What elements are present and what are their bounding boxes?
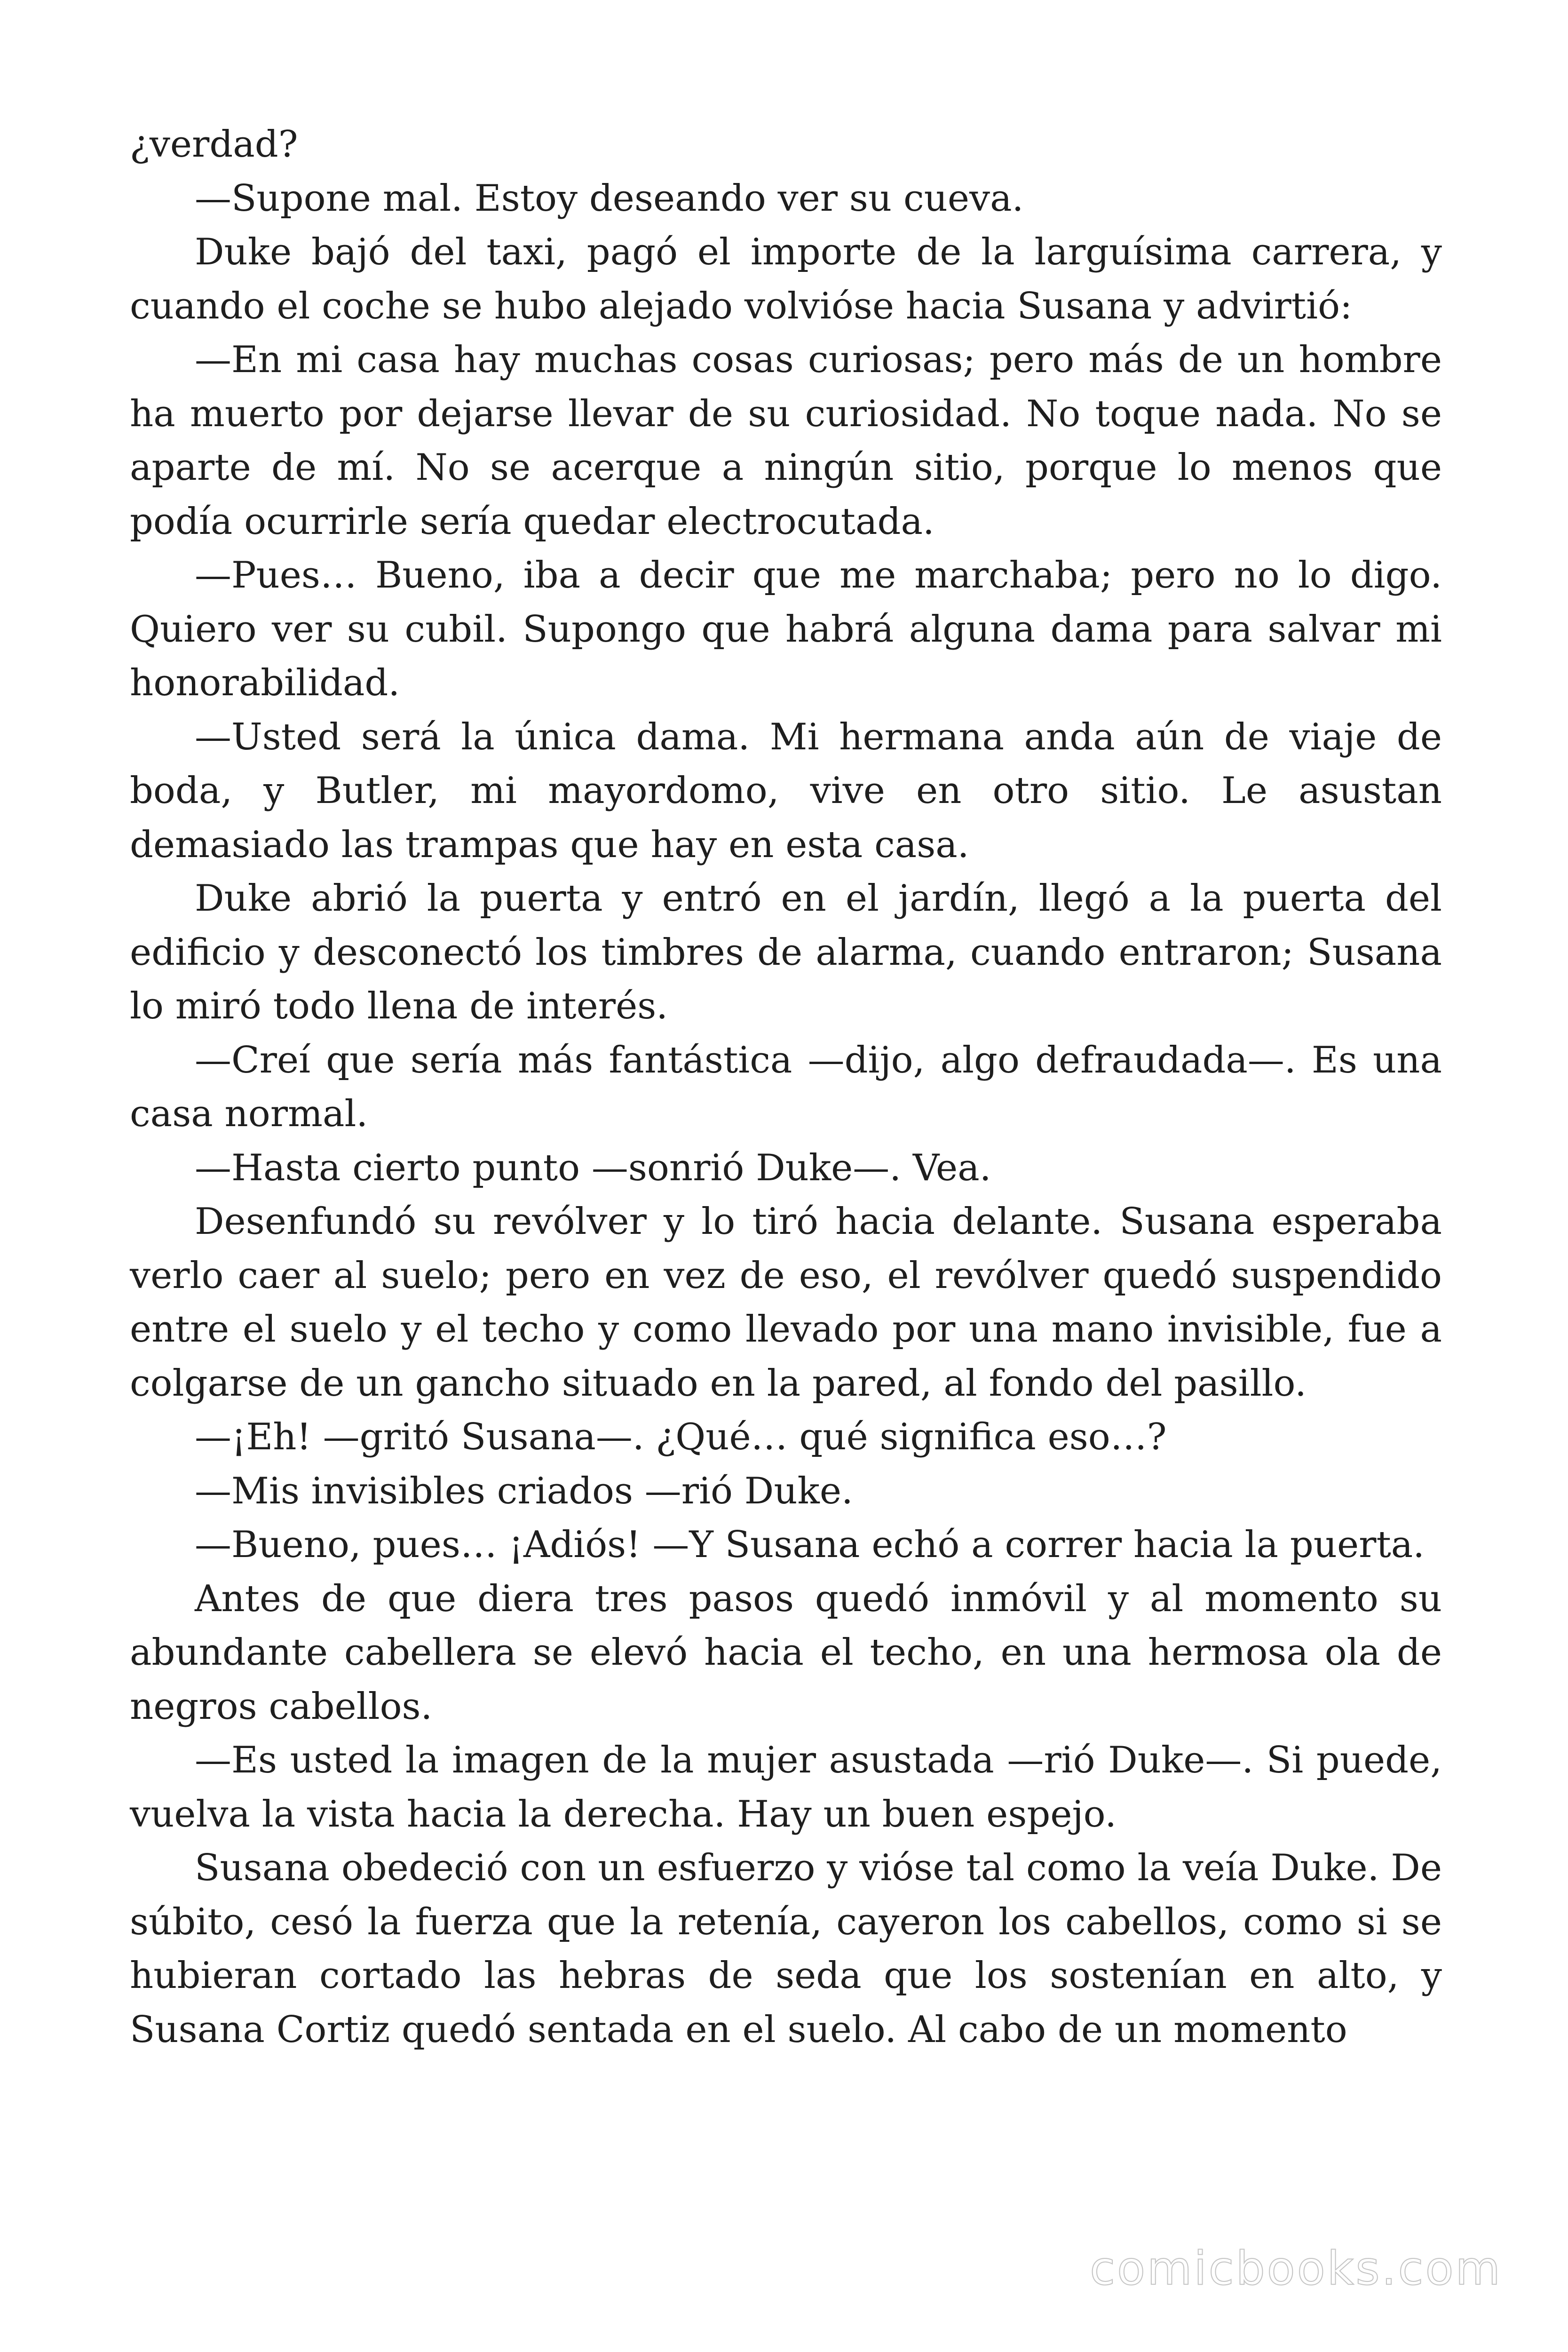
paragraph: Susana obedeció con un esfuerzo y vióse tal como la veía Duke. De súbito, cesó la fuerza que la retenía, cayeron los cabellos, como si se hubieran cortado las hebras de seda que los sostenían en alto, y Susana Cortiz quedó sentada en el suelo. Al cabo de un momento xyxy=(130,1847,1442,2051)
paragraph: —En mi casa hay muchas cosas curiosas; pero más de un hombre ha muerto por dejarse llevar de su curiosidad. No toque nada. No se aparte de mí. No se acerque a ningún sitio, porque lo menos que podía ocurrirle sería quedar electrocutada. xyxy=(130,339,1442,543)
paragraph: —Es usted la imagen de la mujer asustada —rió Duke—. Si puede, vuelva la vista hacia la derecha. Hay un buen espejo. xyxy=(130,1739,1442,1836)
paragraph: —¡Eh! —gritó Susana—. ¿Qué… qué significa eso…? xyxy=(195,1416,1167,1458)
paragraph: —Supone mal. Estoy deseando ver su cueva. xyxy=(195,177,1024,220)
paragraph: Duke bajó del taxi, pagó el importe de la larguísima carrera, y cuando el coche se hubo alejado volvióse hacia Susana y advirtió: xyxy=(130,231,1442,327)
paragraph: Desenfundó su revólver y lo tiró hacia delante. Susana esperaba verlo caer al suelo; pero en vez de eso, el revólver quedó suspendido entre el suelo y el techo y como llevado por una mano invisible, fue a colgarse de un gancho situado en la pared, al fondo del pasillo. xyxy=(130,1200,1442,1405)
paragraph: —Hasta cierto punto —sonrió Duke—. Vea. xyxy=(195,1146,991,1189)
watermark-text: comicbooks.com xyxy=(1090,2242,1502,2296)
page-body-text xyxy=(130,118,1442,2057)
paragraph: —Bueno, pues… ¡Adiós! —Y Susana echó a correr hacia la puerta. xyxy=(195,1524,1425,1566)
paragraph: —Pues… Bueno, iba a decir que me marchaba; pero no lo digo. Quiero ver su cubil. Supongo que habrá alguna dama para salvar mi honorabilidad. xyxy=(130,554,1442,704)
paragraph: ¿verdad? xyxy=(130,123,298,166)
paragraph: Antes de que diera tres pasos quedó inmóvil y al momento su abundante cabellera se elevó hacia el techo, en una hermosa ola de negros cabellos. xyxy=(130,1577,1442,1728)
paragraph: Duke abrió la puerta y entró en el jardín, llegó a la puerta del edificio y desconectó los timbres de alarma, cuando entraron; Susana lo miró todo llena de interés. xyxy=(130,877,1442,1027)
paragraph: —Mis invisibles criados —rió Duke. xyxy=(195,1470,853,1512)
paragraph: —Creí que sería más fantástica —dijo, algo defraudada—. Es una casa normal. xyxy=(130,1039,1442,1135)
paragraph: —Usted será la única dama. Mi hermana anda aún de viaje de boda, y Butler, mi mayordomo, vive en otro sitio. Le asustan demasiado las trampas que hay en esta casa. xyxy=(130,715,1442,866)
